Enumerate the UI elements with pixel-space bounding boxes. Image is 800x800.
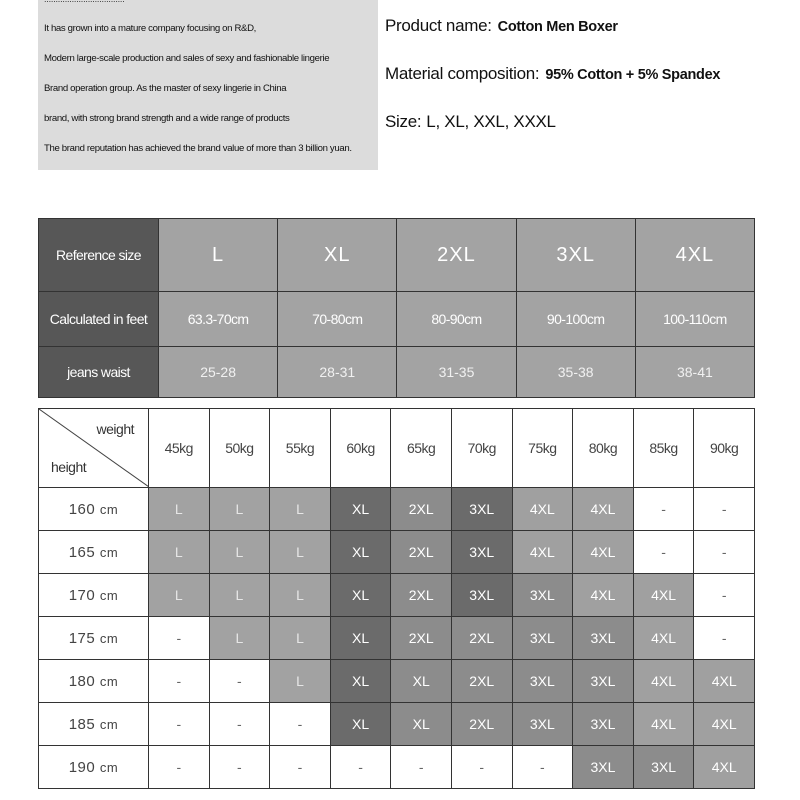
- size-recommendation-cell: 2XL: [391, 488, 452, 531]
- size-recommendation-cell: L: [149, 531, 210, 574]
- corner-height-label: height: [51, 459, 87, 475]
- size-recommendation-cell: 3XL: [512, 703, 573, 746]
- size-recommendation-cell: -: [270, 703, 331, 746]
- size-recommendation-cell: 4XL: [694, 746, 755, 789]
- size-recommendation-cell: 4XL: [512, 488, 573, 531]
- size-recommendation-cell: 2XL: [451, 660, 512, 703]
- brand-line: The brand reputation has achieved the brand value of more than 3 billion yuan.: [44, 143, 352, 154]
- size-recommendation-cell: -: [451, 746, 512, 789]
- size-recommendation-cell: L: [209, 488, 270, 531]
- row-header-reference-size: Reference size: [39, 219, 159, 292]
- size-recommendation-cell: 4XL: [573, 531, 634, 574]
- brand-line: Modern large-scale production and sales of sexy and fashionable lingerie: [44, 53, 330, 64]
- height-unit: cm: [99, 501, 119, 517]
- size-recommendation-cell: -: [391, 746, 452, 789]
- height-row: [39, 660, 755, 703]
- feet-cell: 80-90cm: [397, 292, 516, 347]
- product-name-row: [385, 16, 618, 36]
- size-recommendation-cell: 2XL: [391, 531, 452, 574]
- size-recommendation-cell: XL: [330, 703, 391, 746]
- size-recommendation-cell: 4XL: [573, 488, 634, 531]
- height-row: [39, 703, 755, 746]
- size-value: L, XL, XXL, XXXL: [426, 112, 556, 131]
- size-recommendation-cell: 4XL: [633, 703, 694, 746]
- product-name-label: Product name:: [385, 16, 492, 35]
- size-recommendation-cell: 2XL: [451, 617, 512, 660]
- size-recommendation-cell: -: [633, 531, 694, 574]
- weight-header: 60kg: [330, 409, 391, 488]
- size-recommendation-cell: L: [149, 488, 210, 531]
- size-recommendation-cell: -: [694, 617, 755, 660]
- height-cell: [39, 617, 149, 660]
- size-recommendation-cell: 4XL: [573, 574, 634, 617]
- height-unit: cm: [99, 587, 119, 603]
- brand-line: brand, with strong brand strength and a wide range of products: [44, 113, 290, 124]
- height-cell: [39, 488, 149, 531]
- waist-cell: 35-38: [516, 347, 635, 398]
- height-value: 175: [68, 629, 96, 647]
- size-recommendation-cell: XL: [391, 703, 452, 746]
- size-cell: 2XL: [397, 219, 516, 292]
- weight-header: 90kg: [694, 409, 755, 488]
- feet-cell: 63.3-70cm: [159, 292, 278, 347]
- brand-description-box: [38, 0, 378, 170]
- brand-line: Brand operation group. As the master of sexy lingerie in China: [44, 83, 287, 94]
- weight-header: 75kg: [512, 409, 573, 488]
- weight-header: 70kg: [451, 409, 512, 488]
- size-recommendation-cell: L: [270, 617, 331, 660]
- height-cell: [39, 703, 149, 746]
- size-cell: 3XL: [516, 219, 635, 292]
- weight-header: 55kg: [270, 409, 331, 488]
- size-recommendation-cell: 3XL: [573, 660, 634, 703]
- size-recommendation-cell: 4XL: [633, 660, 694, 703]
- size-recommendation-cell: 3XL: [512, 660, 573, 703]
- size-recommendation-cell: -: [270, 746, 331, 789]
- size-recommendation-cell: -: [149, 703, 210, 746]
- height-row: [39, 617, 755, 660]
- height-unit: cm: [99, 544, 119, 560]
- weight-header: 80kg: [573, 409, 634, 488]
- row-header-calculated-in-feet: Calculated in feet: [39, 292, 159, 347]
- size-recommendation-cell: -: [209, 703, 270, 746]
- weight-header: 85kg: [633, 409, 694, 488]
- size-recommendation-cell: -: [209, 660, 270, 703]
- size-label: Size:: [385, 112, 422, 131]
- size-recommendation-cell: 4XL: [512, 531, 573, 574]
- size-cell: XL: [278, 219, 397, 292]
- size-recommendation-cell: -: [209, 746, 270, 789]
- waist-cell: 28-31: [278, 347, 397, 398]
- height-unit: cm: [99, 759, 119, 775]
- size-recommendation-cell: L: [270, 574, 331, 617]
- size-recommendation-cell: XL: [330, 660, 391, 703]
- size-cell: 4XL: [635, 219, 754, 292]
- height-value: 160: [68, 500, 96, 518]
- reference-size-row: [39, 219, 755, 292]
- waist-cell: 38-41: [635, 347, 754, 398]
- height-cell: [39, 660, 149, 703]
- size-recommendation-cell: 3XL: [451, 488, 512, 531]
- height-value: 170: [68, 586, 96, 604]
- size-recommendation-cell: XL: [330, 488, 391, 531]
- size-recommendation-cell: L: [209, 574, 270, 617]
- waist-cell: 31-35: [397, 347, 516, 398]
- size-recommendation-cell: -: [149, 660, 210, 703]
- feet-cell: 100-110cm: [635, 292, 754, 347]
- height-value: 165: [68, 543, 96, 561]
- size-recommendation-cell: 3XL: [512, 574, 573, 617]
- height-row: [39, 574, 755, 617]
- size-recommendation-cell: 2XL: [451, 703, 512, 746]
- size-recommendation-cell: 3XL: [573, 746, 634, 789]
- feet-cell: 90-100cm: [516, 292, 635, 347]
- size-cell: L: [159, 219, 278, 292]
- size-recommendation-cell: 4XL: [633, 574, 694, 617]
- size-recommendation-cell: L: [209, 531, 270, 574]
- row-header-jeans-waist: jeans waist: [39, 347, 159, 398]
- material-value: 95% Cotton + 5% Spandex: [545, 67, 721, 83]
- corner-weight-label: weight: [96, 421, 134, 437]
- size-row: [385, 112, 556, 132]
- material-row: [385, 64, 720, 84]
- material-label: Material composition:: [385, 64, 540, 83]
- size-recommendation-cell: -: [512, 746, 573, 789]
- size-recommendation-cell: L: [270, 660, 331, 703]
- size-recommendation-cell: -: [633, 488, 694, 531]
- size-recommendation-cell: -: [694, 531, 755, 574]
- height-cell: [39, 574, 149, 617]
- height-value: 180: [68, 672, 96, 690]
- brand-cut-line: [44, 0, 125, 4]
- size-recommendation-cell: 3XL: [573, 703, 634, 746]
- size-recommendation-cell: XL: [330, 531, 391, 574]
- brand-line: It has grown into a mature company focusing on R&D,: [44, 23, 256, 34]
- size-recommendation-cell: -: [330, 746, 391, 789]
- height-row: [39, 488, 755, 531]
- size-recommendation-cell: 4XL: [633, 617, 694, 660]
- weight-header-row: [39, 409, 755, 488]
- product-name-value: Cotton Men Boxer: [497, 19, 618, 35]
- height-row: [39, 531, 755, 574]
- size-recommendation-cell: 3XL: [451, 531, 512, 574]
- size-recommendation-cell: 3XL: [512, 617, 573, 660]
- height-unit: cm: [99, 630, 119, 646]
- height-row: [39, 746, 755, 789]
- height-cell: [39, 531, 149, 574]
- size-recommendation-cell: XL: [330, 617, 391, 660]
- waist-cell: 25-28: [159, 347, 278, 398]
- size-recommendation-cell: L: [149, 574, 210, 617]
- size-recommendation-cell: -: [694, 488, 755, 531]
- reference-size-table: [38, 218, 755, 398]
- size-recommendation-cell: L: [209, 617, 270, 660]
- size-recommendation-cell: 3XL: [633, 746, 694, 789]
- size-recommendation-cell: -: [149, 746, 210, 789]
- size-recommendation-cell: 2XL: [391, 617, 452, 660]
- height-unit: cm: [99, 716, 119, 732]
- weight-header: 50kg: [209, 409, 270, 488]
- size-recommendation-cell: 3XL: [451, 574, 512, 617]
- size-recommendation-cell: 3XL: [573, 617, 634, 660]
- weight-header: 65kg: [391, 409, 452, 488]
- weight-height-chart: [38, 408, 755, 789]
- size-recommendation-cell: -: [694, 574, 755, 617]
- feet-cell: 70-80cm: [278, 292, 397, 347]
- jeans-waist-row: [39, 347, 755, 398]
- calculated-in-feet-row: [39, 292, 755, 347]
- size-recommendation-cell: L: [270, 531, 331, 574]
- weight-header: 45kg: [149, 409, 210, 488]
- size-recommendation-cell: 2XL: [391, 574, 452, 617]
- size-recommendation-cell: L: [270, 488, 331, 531]
- size-recommendation-cell: XL: [391, 660, 452, 703]
- height-unit: cm: [99, 673, 119, 689]
- size-recommendation-cell: 4XL: [694, 660, 755, 703]
- height-value: 185: [68, 715, 96, 733]
- height-cell: [39, 746, 149, 789]
- height-value: 190: [68, 758, 96, 776]
- size-recommendation-cell: -: [149, 617, 210, 660]
- size-recommendation-cell: 4XL: [694, 703, 755, 746]
- size-recommendation-cell: XL: [330, 574, 391, 617]
- corner-cell: [39, 409, 149, 488]
